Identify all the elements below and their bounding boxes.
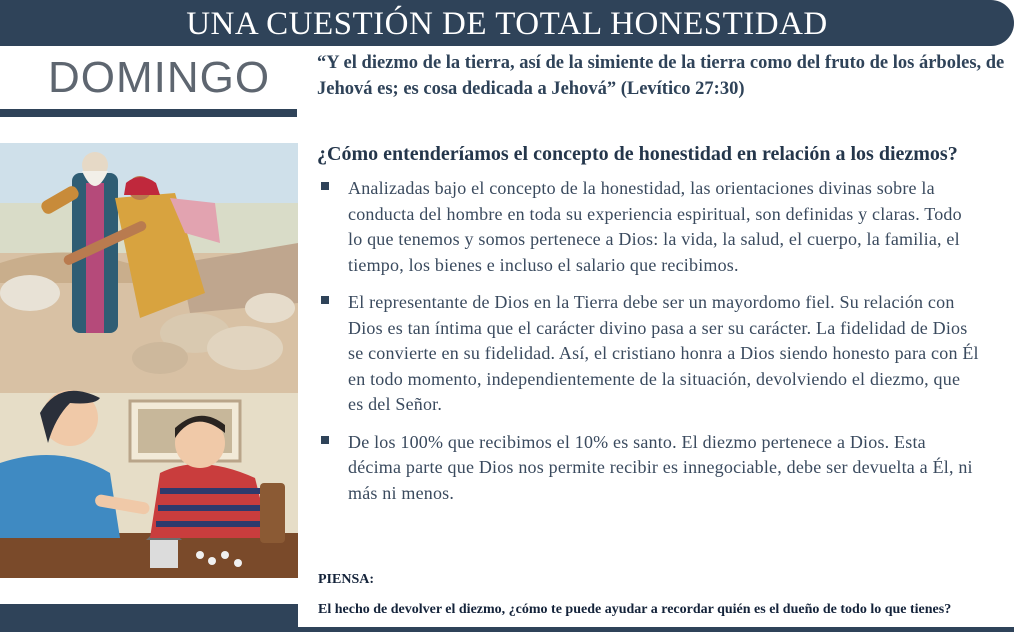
bullet-text: De los 100% que recibimos el 10% es santo. El diezmo pertenece a Dios. Esta décima parte que Dios nos permite recibir es innegociable, debe ser devuelta a Él, ni más ni menos.	[348, 431, 973, 503]
tithe-illustration	[0, 143, 298, 578]
bullet-square-icon	[321, 296, 329, 304]
title-bar	[0, 0, 1014, 46]
bullet-text: Analizadas bajo el concepto de la honestidad, las orientaciones divinas sobre la conducta del hombre en toda su experiencia espiritual, son definidas y claras. Todo lo que tenemos y somos pertenece a Dios: la vida, la salud, el cuerpo, la familia, el tiempo, los bienes e incluso el salario que recibimos.	[348, 178, 962, 275]
list-item	[320, 430, 980, 507]
think-text: El hecho de devolver el diezmo, ¿cómo te puede ayudar a recordar quién es el dueño de todo lo que tienes?	[318, 602, 952, 617]
bullet-square-icon	[321, 436, 329, 444]
list-item	[320, 176, 980, 278]
page-title: UNA CUESTIÓN DE TOTAL HONESTIDAD	[186, 6, 828, 42]
think-label: PIENSA:	[318, 572, 375, 587]
bullet-list	[320, 176, 980, 518]
footer-line	[298, 627, 1014, 632]
bullet-square-icon	[321, 182, 329, 190]
bullet-text: El representante de Dios en la Tierra debe ser un mayordomo fiel. Su relación con Dios es tan íntima que el carácter divino pasa a ser su carácter. La fidelidad de Dios se convierte en su fidelidad. Así, el cristiano honra a Dios siendo honesto para con Él en todo momento, independientemente de la situación, devolviendo el diezmo, que es del Señor.	[348, 292, 979, 414]
list-item	[320, 290, 980, 418]
study-question: ¿Cómo entenderíamos el concepto de honestidad en relación a los diezmos?	[317, 143, 958, 165]
footer-bar	[0, 604, 298, 632]
bible-verse: “Y el diezmo de la tierra, así de la simiente de la tierra como del fruto de los árboles, de Jehová es; es cosa dedicada a Jehová” (Levítico 27:30)	[317, 53, 1005, 99]
day-underline	[0, 109, 297, 117]
day-label: DOMINGO	[48, 53, 271, 102]
